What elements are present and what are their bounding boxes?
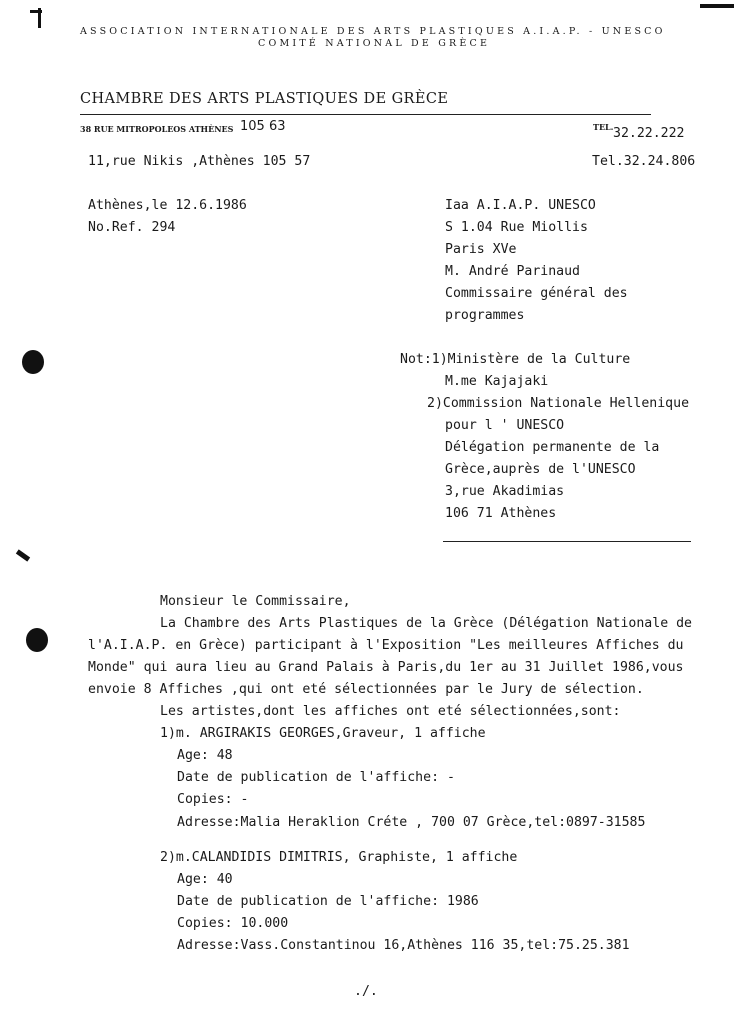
artists-intro: Les artistes,dont les affiches ont eté sélectionnées,sont: (160, 704, 621, 719)
artist-publication-date: Date de publication de l'affiche: 1986 (177, 894, 479, 909)
artist-age: Age: 48 (177, 748, 233, 763)
note-2-line: Grèce,auprès de l'UNESCO (445, 462, 636, 477)
hole-punch-bottom (26, 628, 48, 652)
scan-mark-top-right (700, 4, 734, 8)
date-line: Athènes,le 12.6.1986 (88, 198, 247, 213)
recipient-line: Paris XVe (445, 242, 517, 257)
note-2-line: 106 71 Athènes (445, 506, 557, 521)
artist-copies: Copies: - (177, 792, 249, 807)
note-1-detail: M.me Kajajaki (445, 374, 549, 389)
association-line: ASSOCIATION INTERNATIONALE DES ARTS PLASTIQUES A.I.A.P. - UNESCO (80, 26, 666, 37)
notes-underline (443, 541, 691, 542)
body-paragraph-line: La Chambre des Arts Plastiques de la Grèce (Délégation Nationale de (160, 616, 692, 631)
letterhead-rule (80, 114, 651, 115)
postal-code: 105 63 (240, 119, 286, 134)
artist-age: Age: 40 (177, 872, 233, 887)
note-1: Not:1)Ministère de la Culture (400, 352, 631, 367)
recipient-line: M. André Parinaud (445, 264, 580, 279)
scan-mark-left (16, 549, 30, 561)
body-paragraph-line: l'A.I.A.P. en Grèce) participant à l'Exposition "Les meilleures Affiches du (88, 638, 684, 653)
chamber-title: CHAMBRE DES ARTS PLASTIQUES DE GRÈCE (80, 91, 449, 107)
salutation: Monsieur le Commissaire, (160, 594, 351, 609)
artist-address: Adresse:Malia Heraklion Créte , 700 07 Grèce,tel:0897-31585 (177, 815, 646, 830)
continuation-mark: ./. (354, 984, 378, 999)
body-paragraph-line: envoie 8 Affiches ,qui ont eté sélectionnées par le Jury de sélection. (88, 682, 644, 697)
note-2-line: pour l ' UNESCO (445, 418, 565, 433)
artist-copies: Copies: 10.000 (177, 916, 289, 931)
reference-line: No.Ref. 294 (88, 220, 176, 235)
hole-punch-top (22, 350, 44, 374)
recipient-line: S 1.04 Rue Miollis (445, 220, 588, 235)
artist-address: Adresse:Vass.Constantinou 16,Athènes 116 35,tel:75.25.381 (177, 938, 630, 953)
printed-address: 38 RUE MITROPOLEOS ATHÈNES (80, 124, 234, 134)
new-tel: Tel.32.24.806 (592, 154, 696, 169)
recipient-line: Commissaire général des (445, 286, 628, 301)
scan-mark-top-left-tick (30, 10, 42, 13)
note-2-line: 3,rue Akadimias (445, 484, 565, 499)
artist-name: 1)m. ARGIRAKIS GEORGES,Graveur, 1 affiche (160, 726, 486, 741)
committee-line: COMITÉ NATIONAL DE GRÈCE (258, 38, 491, 49)
recipient-line: programmes (445, 308, 525, 323)
artist-publication-date: Date de publication de l'affiche: - (177, 770, 455, 785)
artist-name: 2)m.CALANDIDIS DIMITRIS, Graphiste, 1 affiche (160, 850, 518, 865)
tel-label: TEL. (593, 122, 614, 132)
recipient-line: Iaa A.I.A.P. UNESCO (445, 198, 596, 213)
note-2-line: Délégation permanente de la (445, 440, 660, 455)
note-2: 2)Commission Nationale Hellenique (427, 396, 690, 411)
new-address: 11,rue Nikis ,Athènes 105 57 (88, 154, 311, 169)
tel-number: 32.22.222 (613, 126, 685, 141)
body-paragraph-line: Monde" qui aura lieu au Grand Palais à Paris,du 1er au 31 Juillet 1986,vous (88, 660, 684, 675)
